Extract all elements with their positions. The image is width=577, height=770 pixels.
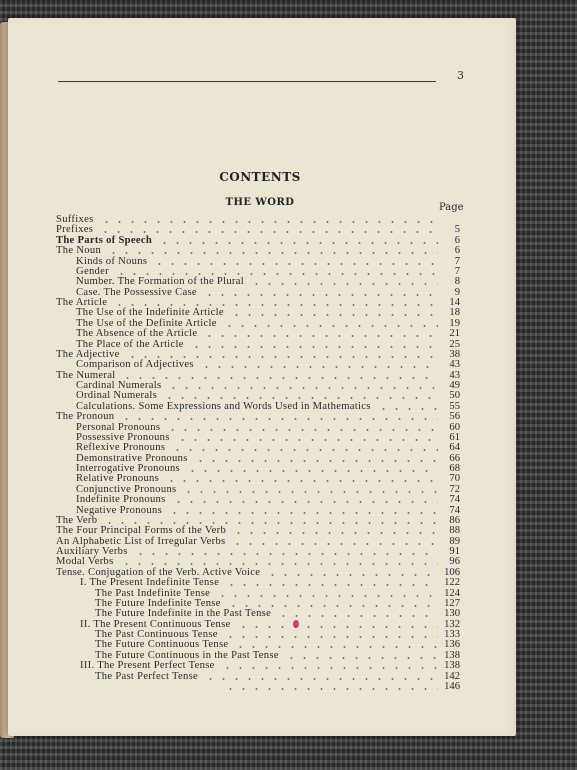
toc-entry <box>56 215 460 225</box>
toc-entry <box>56 547 460 557</box>
toc-entry-title: The Past Continuous Tense <box>95 629 218 640</box>
toc-entry-page: 50 <box>449 390 460 402</box>
toc-entry-page: 142 <box>444 670 460 682</box>
toc-entry-title: The Numeral <box>56 369 116 381</box>
toc-entry-title: Case. The Possessive Case <box>76 286 197 298</box>
toc-entry-title: Possessive Pronouns <box>76 431 170 443</box>
leader-dots <box>120 563 438 565</box>
leader-dots <box>266 574 438 576</box>
leader-dots <box>224 688 438 690</box>
toc-entry-page: 60 <box>449 421 460 433</box>
toc-entry <box>56 495 460 505</box>
toc-entry-title: The Future Indefinite Tense <box>95 597 221 609</box>
toc-entry-page: 88 <box>449 525 460 537</box>
toc-entry <box>56 360 460 370</box>
toc-entry-page: 136 <box>444 639 460 651</box>
toc-entry-title: The Use of the Indefinite Article <box>76 307 224 319</box>
toc-entry-page: 124 <box>444 587 460 599</box>
toc-entry-title: Negative Pronouns <box>76 504 163 516</box>
toc-entry-page: 56 <box>449 411 460 423</box>
toc-entry-title: The Past Indefinite Tense <box>95 587 211 599</box>
leader-dots <box>203 335 438 337</box>
toc-entry-page: 72 <box>449 483 460 495</box>
leader-dots <box>285 657 438 659</box>
toc-entry-page: 91 <box>449 546 460 557</box>
toc-entry-title: The Future Continuous in the Past Tense <box>95 649 279 661</box>
toc-entry-title: Interrogative Pronouns <box>76 463 180 474</box>
toc-entry-page: 68 <box>449 463 460 474</box>
leader-dots <box>100 221 438 223</box>
leader-dots <box>182 491 438 493</box>
toc-entry-title: Number. The Formation of the Plural <box>76 276 245 288</box>
leader-dots <box>121 377 438 379</box>
leader-dots <box>203 294 438 296</box>
toc-entry-title: Conjunctive Pronouns <box>76 483 177 495</box>
toc-entry-page: 25 <box>449 338 460 350</box>
toc-entry-title: The Verb <box>56 514 98 526</box>
leader-dots <box>176 439 438 441</box>
leader-dots <box>230 314 438 316</box>
toc-entry-title: Reflexive Pronouns <box>76 442 166 454</box>
leader-dots <box>224 636 438 638</box>
leader-dots <box>237 626 438 628</box>
toc-entry-page: 7 <box>454 265 460 277</box>
toc-entry-title: The Past Perfect Tense <box>95 670 199 682</box>
toc-entry-page: 122 <box>444 577 460 589</box>
leader-dots <box>99 231 438 233</box>
toc-entry <box>56 661 460 671</box>
leader-dots <box>153 263 438 265</box>
toc-entry-page: 43 <box>449 369 460 381</box>
table-of-contents <box>56 215 460 692</box>
toc-entry-page: 138 <box>444 649 460 661</box>
toc-entry-page: 130 <box>444 608 460 620</box>
toc-entry <box>56 578 460 588</box>
toc-entry-title: Tense. Conjugation of the Verb. Active Voice <box>56 566 261 578</box>
leader-dots <box>167 387 438 389</box>
leader-dots <box>168 512 438 514</box>
toc-entry-page: 6 <box>454 234 460 246</box>
toc-entry <box>56 236 460 246</box>
toc-entry-page: 127 <box>444 597 460 609</box>
ink-mark <box>293 620 299 628</box>
toc-entry-page: 7 <box>454 255 460 267</box>
toc-entry-page: 133 <box>444 629 460 640</box>
toc-entry-title: Kinds of Nouns <box>76 255 148 267</box>
leader-dots <box>234 646 438 648</box>
leader-dots <box>277 615 438 617</box>
toc-entry-title: Indefinite Pronouns <box>76 494 166 506</box>
toc-entry-title: Comparison of Adjectives <box>76 359 194 371</box>
toc-entry-title: The Place of the Article <box>76 338 184 350</box>
toc-entry-page: 5 <box>454 224 460 236</box>
leader-dots <box>107 252 438 254</box>
toc-entry <box>56 246 460 256</box>
toc-entry-title: The Future Indefinite in the Past Tense <box>95 608 272 620</box>
toc-entry-title: The Noun <box>56 245 102 257</box>
toc-entry <box>56 682 460 692</box>
toc-entry-page: 74 <box>449 494 460 506</box>
toc-entry-title: The Adjective <box>56 348 120 360</box>
leader-dots <box>163 397 438 399</box>
toc-entry-page: 55 <box>449 400 460 412</box>
leader-dots <box>134 553 438 555</box>
leader-dots <box>227 605 438 607</box>
toc-entry-title: The Future Continuous Tense <box>95 639 229 651</box>
toc-entry-page: 19 <box>449 317 460 329</box>
toc-entry-title: The Use of the Definite Article <box>76 317 217 329</box>
toc-entry-title: I. The Present Indefinite Tense <box>80 577 220 589</box>
leader-dots <box>115 273 438 275</box>
toc-entry-page: 9 <box>454 286 460 298</box>
toc-entry-title: The Parts of Speech <box>56 234 153 246</box>
toc-entry-page: 96 <box>449 556 460 568</box>
leader-dots <box>190 346 438 348</box>
toc-entry-page: 138 <box>444 660 460 672</box>
toc-entry-page: 21 <box>449 328 460 340</box>
toc-entry-title: The Four Principal Forms of the Verb <box>56 525 227 537</box>
toc-entry-page: 70 <box>449 473 460 485</box>
toc-entry-page: 74 <box>449 504 460 516</box>
leader-dots <box>113 304 438 306</box>
toc-entry-page: 18 <box>449 307 460 319</box>
leader-dots <box>186 470 438 472</box>
toc-entry-page: 66 <box>449 452 460 464</box>
toc-entry <box>56 329 460 339</box>
toc-entry-title: An Alphabetic List of Irregular Verbs <box>56 535 226 547</box>
toc-entry-title: Demonstrative Pronouns <box>76 452 188 464</box>
toc-entry-page: 8 <box>454 276 460 288</box>
toc-entry-page: 38 <box>449 348 460 360</box>
toc-entry-title: Relative Pronouns <box>76 473 160 485</box>
leader-dots <box>204 678 438 680</box>
toc-entry-title: Calculations. Some Expressions and Words Used in Mathematics <box>76 400 371 412</box>
toc-entry-title: Prefixes <box>56 224 94 236</box>
toc-entry-page: 106 <box>444 566 460 578</box>
toc-entry-page: 64 <box>449 442 460 454</box>
toc-entry-title: II. The Present Continuous Tense <box>80 618 231 630</box>
toc-entry-title: Suffixes <box>56 214 94 225</box>
leader-dots <box>172 501 438 503</box>
page-number: 3 <box>457 69 464 82</box>
leader-dots <box>120 418 438 420</box>
toc-entry-page: 6 <box>454 245 460 257</box>
leader-dots <box>158 242 438 244</box>
toc-entry <box>56 288 460 298</box>
toc-entry-title: The Absence of the Article <box>76 328 198 340</box>
toc-entry-page: 43 <box>449 359 460 371</box>
header-rule <box>58 81 436 82</box>
toc-entry-title: Personal Pronouns <box>76 421 161 433</box>
toc-entry-page: 89 <box>449 535 460 547</box>
contents-title: CONTENTS <box>219 170 301 184</box>
toc-entry-title: The Article <box>56 297 108 308</box>
leader-dots <box>223 325 438 327</box>
toc-entry-title: Modal Verbs <box>56 556 114 568</box>
toc-entry-title: The Pronoun <box>56 411 115 423</box>
leader-dots <box>231 543 438 545</box>
toc-entry-page: 132 <box>444 618 460 630</box>
toc-entry <box>56 412 460 422</box>
toc-entry-title: Ordinal Numerals <box>76 390 157 402</box>
toc-entry <box>56 257 460 267</box>
toc-entry-title: Cardinal Numerals <box>76 380 162 391</box>
leader-dots <box>165 480 438 482</box>
toc-entry-title: Gender <box>76 265 109 277</box>
toc-entry-title: III. The Present Perfect Tense <box>80 660 215 672</box>
toc-entry-page: 86 <box>449 514 460 526</box>
toc-entry-title: Auxiliary Verbs <box>56 546 128 557</box>
leader-dots <box>194 460 438 462</box>
toc-entry-page: 14 <box>449 297 460 308</box>
leader-dots <box>250 283 438 285</box>
toc-entry <box>56 506 460 516</box>
leader-dots <box>225 584 438 586</box>
leader-dots <box>166 429 438 431</box>
page-column-label: Page <box>439 202 464 213</box>
leader-dots <box>377 408 438 410</box>
section-title: THE WORD <box>225 197 295 208</box>
toc-entry-page: 146 <box>444 680 460 692</box>
leader-dots <box>126 356 438 358</box>
toc-entry-page: 61 <box>449 431 460 443</box>
leader-dots <box>221 667 438 669</box>
toc-entry <box>56 402 460 412</box>
leader-dots <box>232 532 438 534</box>
leader-dots <box>103 522 438 524</box>
toc-entry-page: 49 <box>449 380 460 391</box>
leader-dots <box>200 366 438 368</box>
toc-entry <box>56 672 460 682</box>
leader-dots <box>216 595 438 597</box>
leader-dots <box>171 449 438 451</box>
